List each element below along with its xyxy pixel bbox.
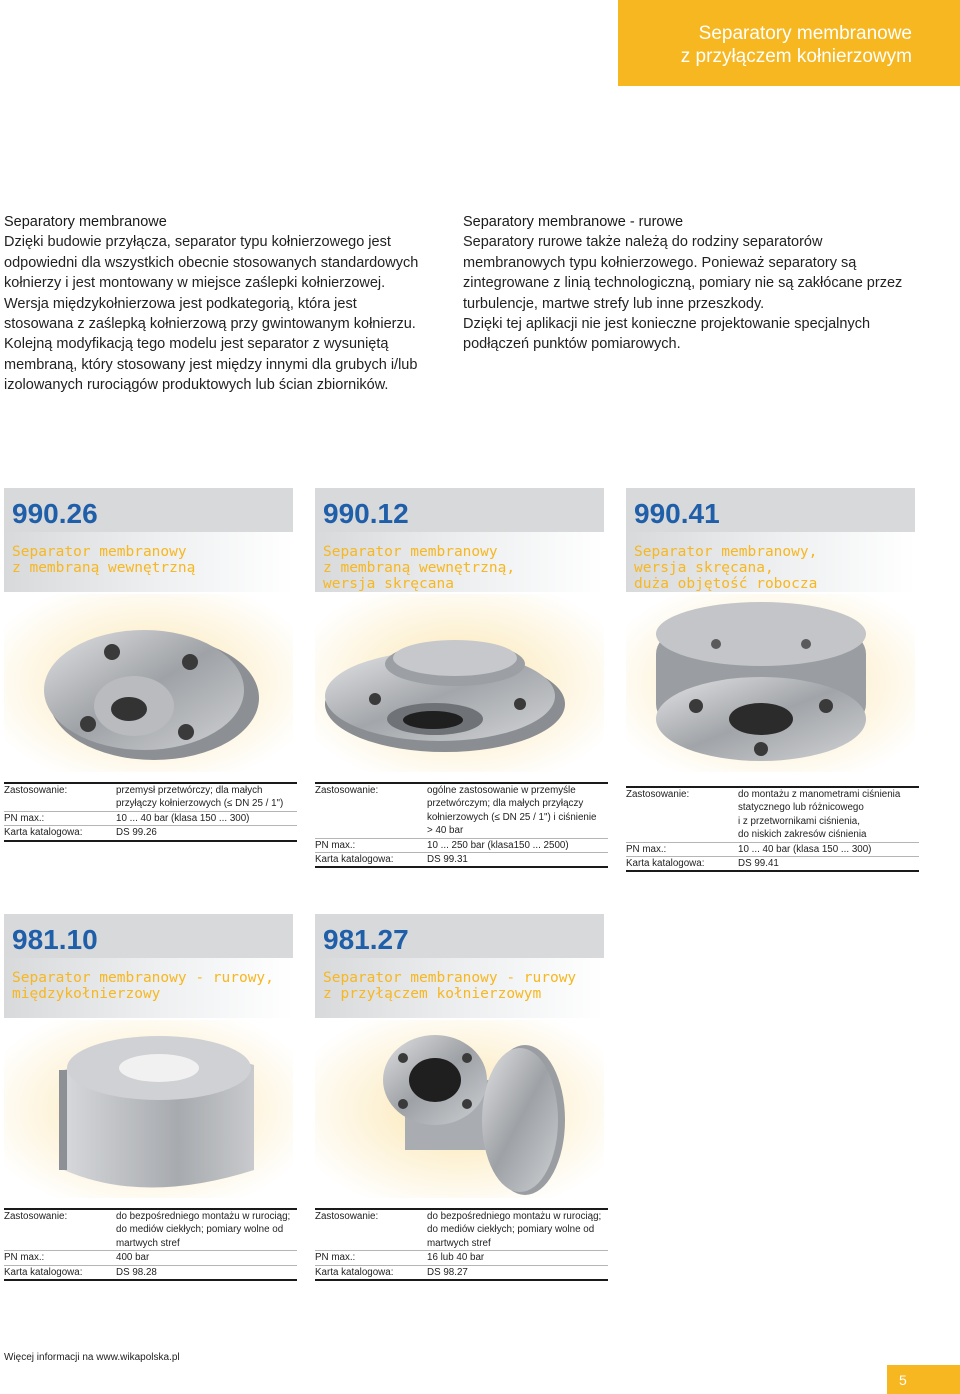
large-volume-seal-photo [626, 594, 915, 772]
intro-left-column [4, 212, 424, 396]
website-link[interactable]: Więcej informacji na www.wikapolska.pl [4, 1352, 180, 1363]
product-subtitle: Separator membranowy z membraną wewnętrzną, wersja skręcana [323, 544, 516, 592]
product-card-header [626, 488, 915, 592]
header-title-line1: Separatory membranowe [698, 23, 912, 44]
product-card-header [315, 488, 604, 592]
product-code: 981.10 [12, 924, 98, 955]
page-number: 5 [887, 1365, 960, 1394]
flange-diaphragm-seal-photo [4, 594, 293, 772]
section-header-banner [618, 0, 960, 86]
product-code: 990.41 [634, 498, 720, 529]
product-code: 981.27 [323, 924, 409, 955]
spec-table: Zastosowanie: przemysł przetwórczy; dla małych przyłączy kołnierzowych (≤ DN 25 / 1") PN max.: 10 ... 40 bar (klasa 150 ... 300) Karta katalogowa: DS 99.26 [4, 782, 297, 842]
product-code: 990.26 [12, 498, 98, 529]
intro-right-body: Separatory rurowe także należą do rodziny separatorów membranowych typu kołnierzowego. Ponieważ separatory są zintegrowane z linią technologiczną, pomiary nie są zakłócane przez turbulencje, martwe strefy lub inne przeszkody. [463, 234, 903, 312]
spec-table: Zastosowanie: do bezpośredniego montażu w rurociąg; do mediów ciekłych; pomiary wolne od martwych stref PN max.: 400 bar Karta katalogowa: DS 98.28 [4, 1208, 297, 1281]
intro-right-title: Separatory membranowe - rurowe [463, 214, 684, 230]
spec-table: Zastosowanie: ogólne zastosowanie w przemyśle przetwórczym; dla małych przyłączy kołnierzowych (≤ DN 25 / 1") i ciśnienie > 40 bar PN max.: 10 ... 250 bar (klasa150 ... 2500) Karta katalogowa: DS 99.31 [315, 782, 608, 868]
product-card-header [315, 914, 604, 1018]
intro-left-body: Dzięki budowie przyłącza, separator typu kołnierzowego jest odpowiedni dla wszystkich obecnie stosowanych standardowych kołnierzy i jest montowany w miejsce zaślepki kołnierzowej. Wersja międzykołnierzowa jest podkategorią, która jest stosowana z zaślepką kołnierzową przy gwintowanym kołnierzu. Kolejną modyfikacją tego modelu jest separator z wysuniętą membraną, który stosowany jest między innymi dla grubych i/lub izolowanych rurociągów produktowych lub ścian zbiorników. [4, 234, 419, 394]
spec-table: Zastosowanie: do bezpośredniego montażu w rurociąg; do mediów ciekłych; pomiary wolne od martwych stref PN max.: 16 lub 40 bar Karta katalogowa: DS 98.27 [315, 1208, 608, 1281]
product-subtitle: Separator membranowy z membraną wewnętrzną [12, 544, 196, 576]
product-card-header [4, 488, 293, 592]
product-subtitle: Separator membranowy, wersja skręcana, duża objętość robocza [634, 544, 818, 592]
product-subtitle: Separator membranowy - rurowy, międzykołnierzowy [12, 970, 274, 1002]
bolted-diaphragm-seal-photo [315, 594, 604, 772]
spec-table: Zastosowanie: do montażu z manometrami ciśnienia statycznego lub różnicowego i z przetwornikami ciśnienia, do niskich zakresów ciśnienia PN max.: 10 ... 40 bar (klasa 150 ... 300) Karta katalogowa: DS 99.41 [626, 786, 919, 872]
intro-right-body-2: Dzięki tej aplikacji nie jest konieczne projektowanie specjalnych podłączeń punktów pomiarowych. [463, 316, 871, 353]
product-subtitle: Separator membranowy - rurowy z przyłączem kołnierzowym [323, 970, 577, 1002]
intro-left-title: Separatory membranowe [4, 214, 167, 230]
flanged-in-line-seal-photo [315, 1020, 604, 1198]
wafer-in-line-seal-photo [4, 1020, 293, 1198]
intro-right-column [463, 212, 903, 355]
header-title-line2: z przyłączem kołnierzowym [680, 46, 912, 67]
product-card-header [4, 914, 293, 1018]
product-code: 990.12 [323, 498, 409, 529]
